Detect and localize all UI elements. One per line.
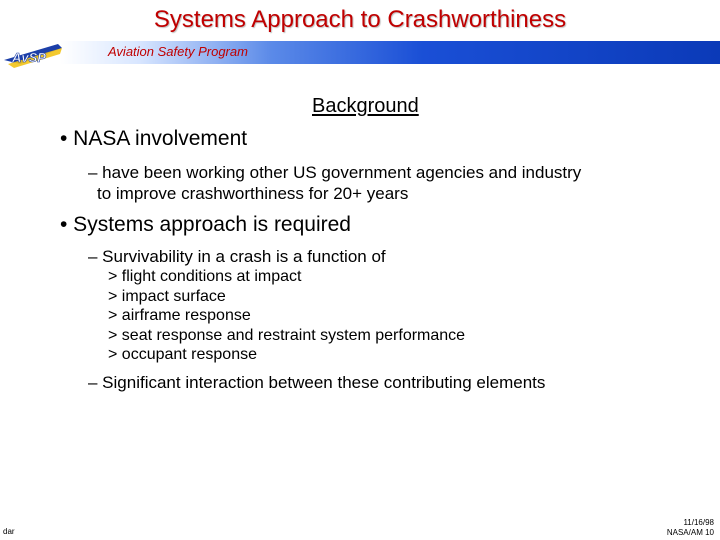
avsp-logo — [2, 38, 64, 78]
section-heading: Background — [312, 95, 419, 117]
footer-date: 11/16/98 — [683, 518, 714, 527]
sub-bullet-survivability: – Survivability in a crash is a function of — [88, 247, 386, 266]
footer-meta — [667, 518, 714, 538]
footer-author: dar — [3, 527, 15, 536]
list-item: > impact surface — [108, 287, 226, 305]
logo-text: AvSP — [12, 50, 46, 65]
list-item: > airframe response — [108, 307, 251, 324]
program-name: Aviation Safety Program — [108, 44, 248, 59]
factor-list — [108, 267, 465, 365]
sub-bullet-line: to improve crashworthiness for 20+ years — [97, 184, 409, 203]
footer-page: NASA/AM 10 — [666, 528, 714, 537]
sub-bullet-interaction: – Significant interaction between these contributing elements — [88, 373, 546, 392]
list-item: > flight conditions at impact — [108, 268, 302, 285]
list-item: > occupant response — [108, 346, 257, 363]
sub-bullet-working-agencies — [88, 162, 581, 204]
bullet-nasa-involvement: • NASA involvement — [60, 127, 248, 150]
slide-title: Systems Approach to Crashworthiness — [153, 6, 567, 33]
list-item: > seat response and restraint system performance — [108, 326, 466, 344]
bullet-systems-approach: • Systems approach is required — [60, 213, 351, 236]
sub-bullet-line: – have been working other US government agencies and industry — [88, 163, 582, 182]
